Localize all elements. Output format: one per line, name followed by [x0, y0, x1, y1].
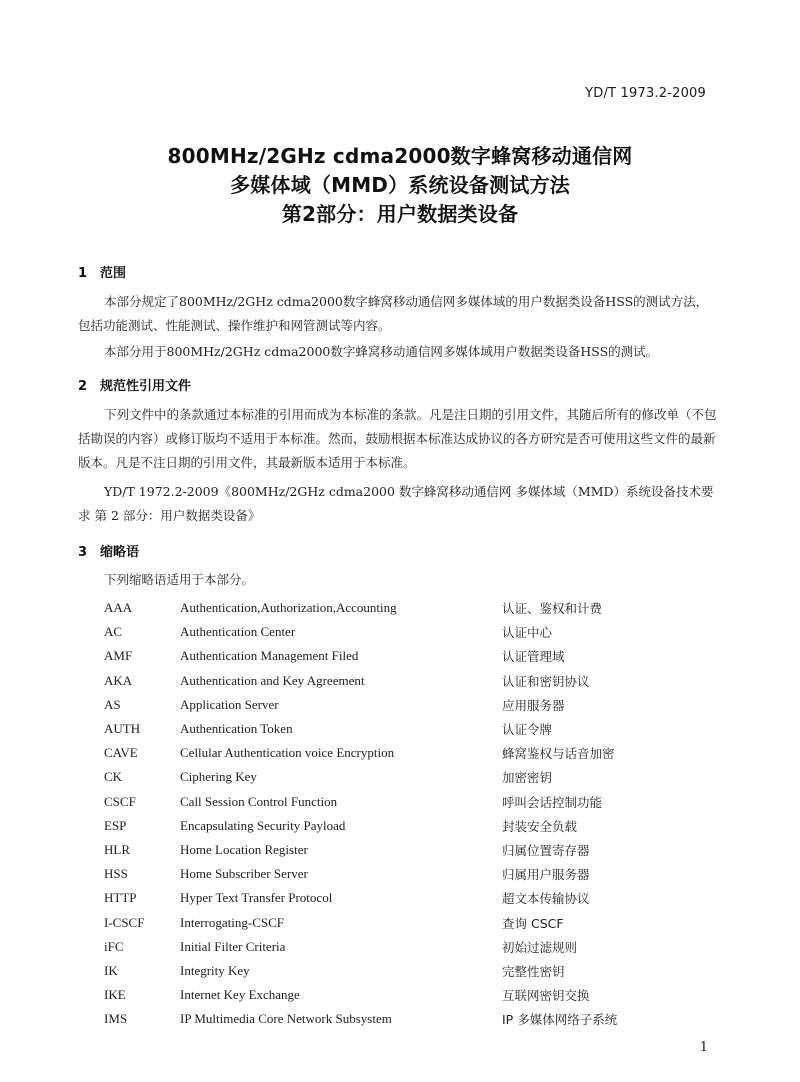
abbr-cell: HTTP [104, 890, 137, 906]
abbr-cell: AMF [104, 648, 133, 664]
page-number: 1 [699, 1040, 708, 1055]
chinese-term-cell: IP 多媒体网络子系统 [502, 1012, 618, 1028]
english-term-cell: IP Multimedia Core Network Subsystem [180, 1011, 392, 1027]
table-row [104, 862, 617, 886]
abbr-cell: AC [104, 624, 123, 640]
title-line-3: 第2部分：用户数据类设备 [281, 202, 519, 226]
chinese-term-cell: 归属用户服务器 [502, 867, 590, 883]
table-row [104, 741, 617, 765]
abbr-cell: CSCF [104, 793, 136, 809]
abbr-cell: iFC [104, 938, 124, 954]
section-3-title: 缩略语 [100, 545, 140, 560]
abbr-cell: HLR [104, 841, 130, 857]
english-term-cell: Integrity Key [180, 962, 250, 978]
english-term-cell: Authentication and Key Agreement [180, 672, 365, 688]
abbr-cell: AUTH [104, 721, 141, 737]
english-term-cell: Authentication Management Filed [180, 648, 359, 664]
chinese-term-cell: 加密密钥 [502, 770, 553, 786]
abbr-cell: IMS [104, 1011, 128, 1027]
english-term-cell: Interrogating-CSCF [180, 914, 284, 930]
chinese-term-cell: 认证管理域 [502, 649, 565, 665]
chinese-term-cell: 应用服务器 [502, 697, 565, 713]
chinese-term-cell: 互联网密钥交换 [502, 988, 590, 1004]
english-term-cell: Home Subscriber Server [180, 866, 308, 882]
table-row [104, 910, 617, 934]
abbr-cell: CK [104, 769, 123, 785]
chinese-term-cell: 完整性密钥 [502, 963, 565, 979]
chinese-term-cell: 呼叫会话控制功能 [502, 794, 603, 810]
abbr-cell: IKE [104, 987, 126, 1003]
section-1-number: 1 [78, 266, 88, 281]
table-row [104, 886, 617, 910]
standard-number: YD/T 1973.2-2009 [585, 86, 706, 101]
table-row [104, 838, 617, 862]
abbr-cell: AKA [104, 672, 133, 688]
english-term-cell: Hyper Text Transfer Protocol [180, 890, 333, 906]
table-row [104, 596, 617, 620]
document-title [0, 142, 800, 229]
english-term-cell: Call Session Control Function [180, 793, 338, 809]
table-row [104, 693, 617, 717]
english-term-cell: Application Server [180, 696, 279, 712]
table-row [104, 1007, 617, 1031]
table-row [104, 935, 617, 959]
section-1-title: 范围 [100, 266, 127, 281]
chinese-term-cell: 封装安全负载 [502, 818, 578, 834]
chinese-term-cell: 认证令牌 [502, 722, 553, 738]
section-1-paragraph-2: 本部分用于800MHz/2GHz cdma2000数字蜂窝移动通信网多媒体域用户数据类设备HSS的测试。 [104, 344, 659, 359]
english-term-cell: Internet Key Exchange [180, 987, 300, 1003]
abbr-cell: I-CSCF [104, 914, 145, 930]
english-term-cell: Authentication Center [180, 624, 296, 640]
table-row [104, 644, 617, 668]
table-row [104, 959, 617, 983]
section-3-heading [78, 541, 139, 560]
abbr-cell: AS [104, 696, 121, 712]
english-term-cell: Initial Filter Criteria [180, 938, 286, 954]
table-row [104, 790, 617, 814]
table-row [104, 765, 617, 789]
table-row [104, 983, 617, 1007]
chinese-term-cell: 认证中心 [502, 625, 553, 641]
section-1-heading [78, 262, 126, 281]
chinese-term-cell: 查询 CSCF [502, 915, 564, 931]
section-2-heading [78, 375, 191, 394]
abbr-cell: CAVE [104, 745, 138, 761]
section-2-number: 2 [78, 379, 88, 394]
chinese-term-cell: 超文本传输协议 [502, 891, 590, 907]
title-line-2: 多媒体域（MMD）系统设备测试方法 [230, 173, 570, 197]
abbr-cell: IK [104, 962, 118, 978]
chinese-term-cell: 认证和密钥协议 [502, 673, 590, 689]
section-3-number: 3 [78, 545, 88, 560]
english-term-cell: Encapsulating Security Payload [180, 817, 346, 833]
chinese-term-cell: 初始过滤规则 [502, 939, 578, 955]
title-line-1: 800MHz/2GHz cdma2000数字蜂窝移动通信网 [167, 144, 633, 168]
english-term-cell: Authentication Token [180, 721, 293, 737]
table-row [104, 717, 617, 741]
section-2-paragraph-2: YD/T 1972.2-2009《800MHz/2GHz cdma2000 数字蜂窝移动通信网 多媒体域（MMD）系统设备技术要求 第 2 部分：用户数据类设备》 [78, 484, 714, 523]
section-3-paragraph-1: 下列缩略语适用于本部分。 [104, 572, 255, 587]
english-term-cell: Authentication,Authorization,Accounting [180, 600, 397, 616]
abbr-cell: ESP [104, 817, 127, 833]
section-1-paragraph-1: 本部分规定了800MHz/2GHz cdma2000数字蜂窝移动通信网多媒体域的用户数据类设备HSS的测试方法，包括功能测试、性能测试、操作维护和网管测试等内容。 [78, 294, 709, 333]
abbreviation-table [104, 596, 617, 1031]
table-row [104, 620, 617, 644]
chinese-term-cell: 归属位置寄存器 [502, 842, 590, 858]
english-term-cell: Ciphering Key [180, 769, 257, 785]
chinese-term-cell: 蜂窝鉴权与话音加密 [502, 746, 615, 762]
abbr-cell: AAA [104, 600, 133, 616]
english-term-cell: Cellular Authentication voice Encryption [180, 745, 395, 761]
section-2-title: 规范性引用文件 [100, 379, 192, 394]
english-term-cell: Home Location Register [180, 841, 308, 857]
table-row [104, 814, 617, 838]
abbr-cell: HSS [104, 866, 128, 882]
table-row [104, 669, 617, 693]
section-2-paragraph-1: 下列文件中的条款通过本标准的引用而成为本标准的条款。凡是注日期的引用文件，其随后所有的修改单（不包括勘误的内容）或修订版均不适用于本标准。然而，鼓励根据本标准达成协议的各方研究是否可使用这些文件的最新版本。凡是不注日期的引用文件，其最新版本适用于本标准。 [78, 407, 717, 470]
chinese-term-cell: 认证、鉴权和计费 [502, 601, 603, 617]
